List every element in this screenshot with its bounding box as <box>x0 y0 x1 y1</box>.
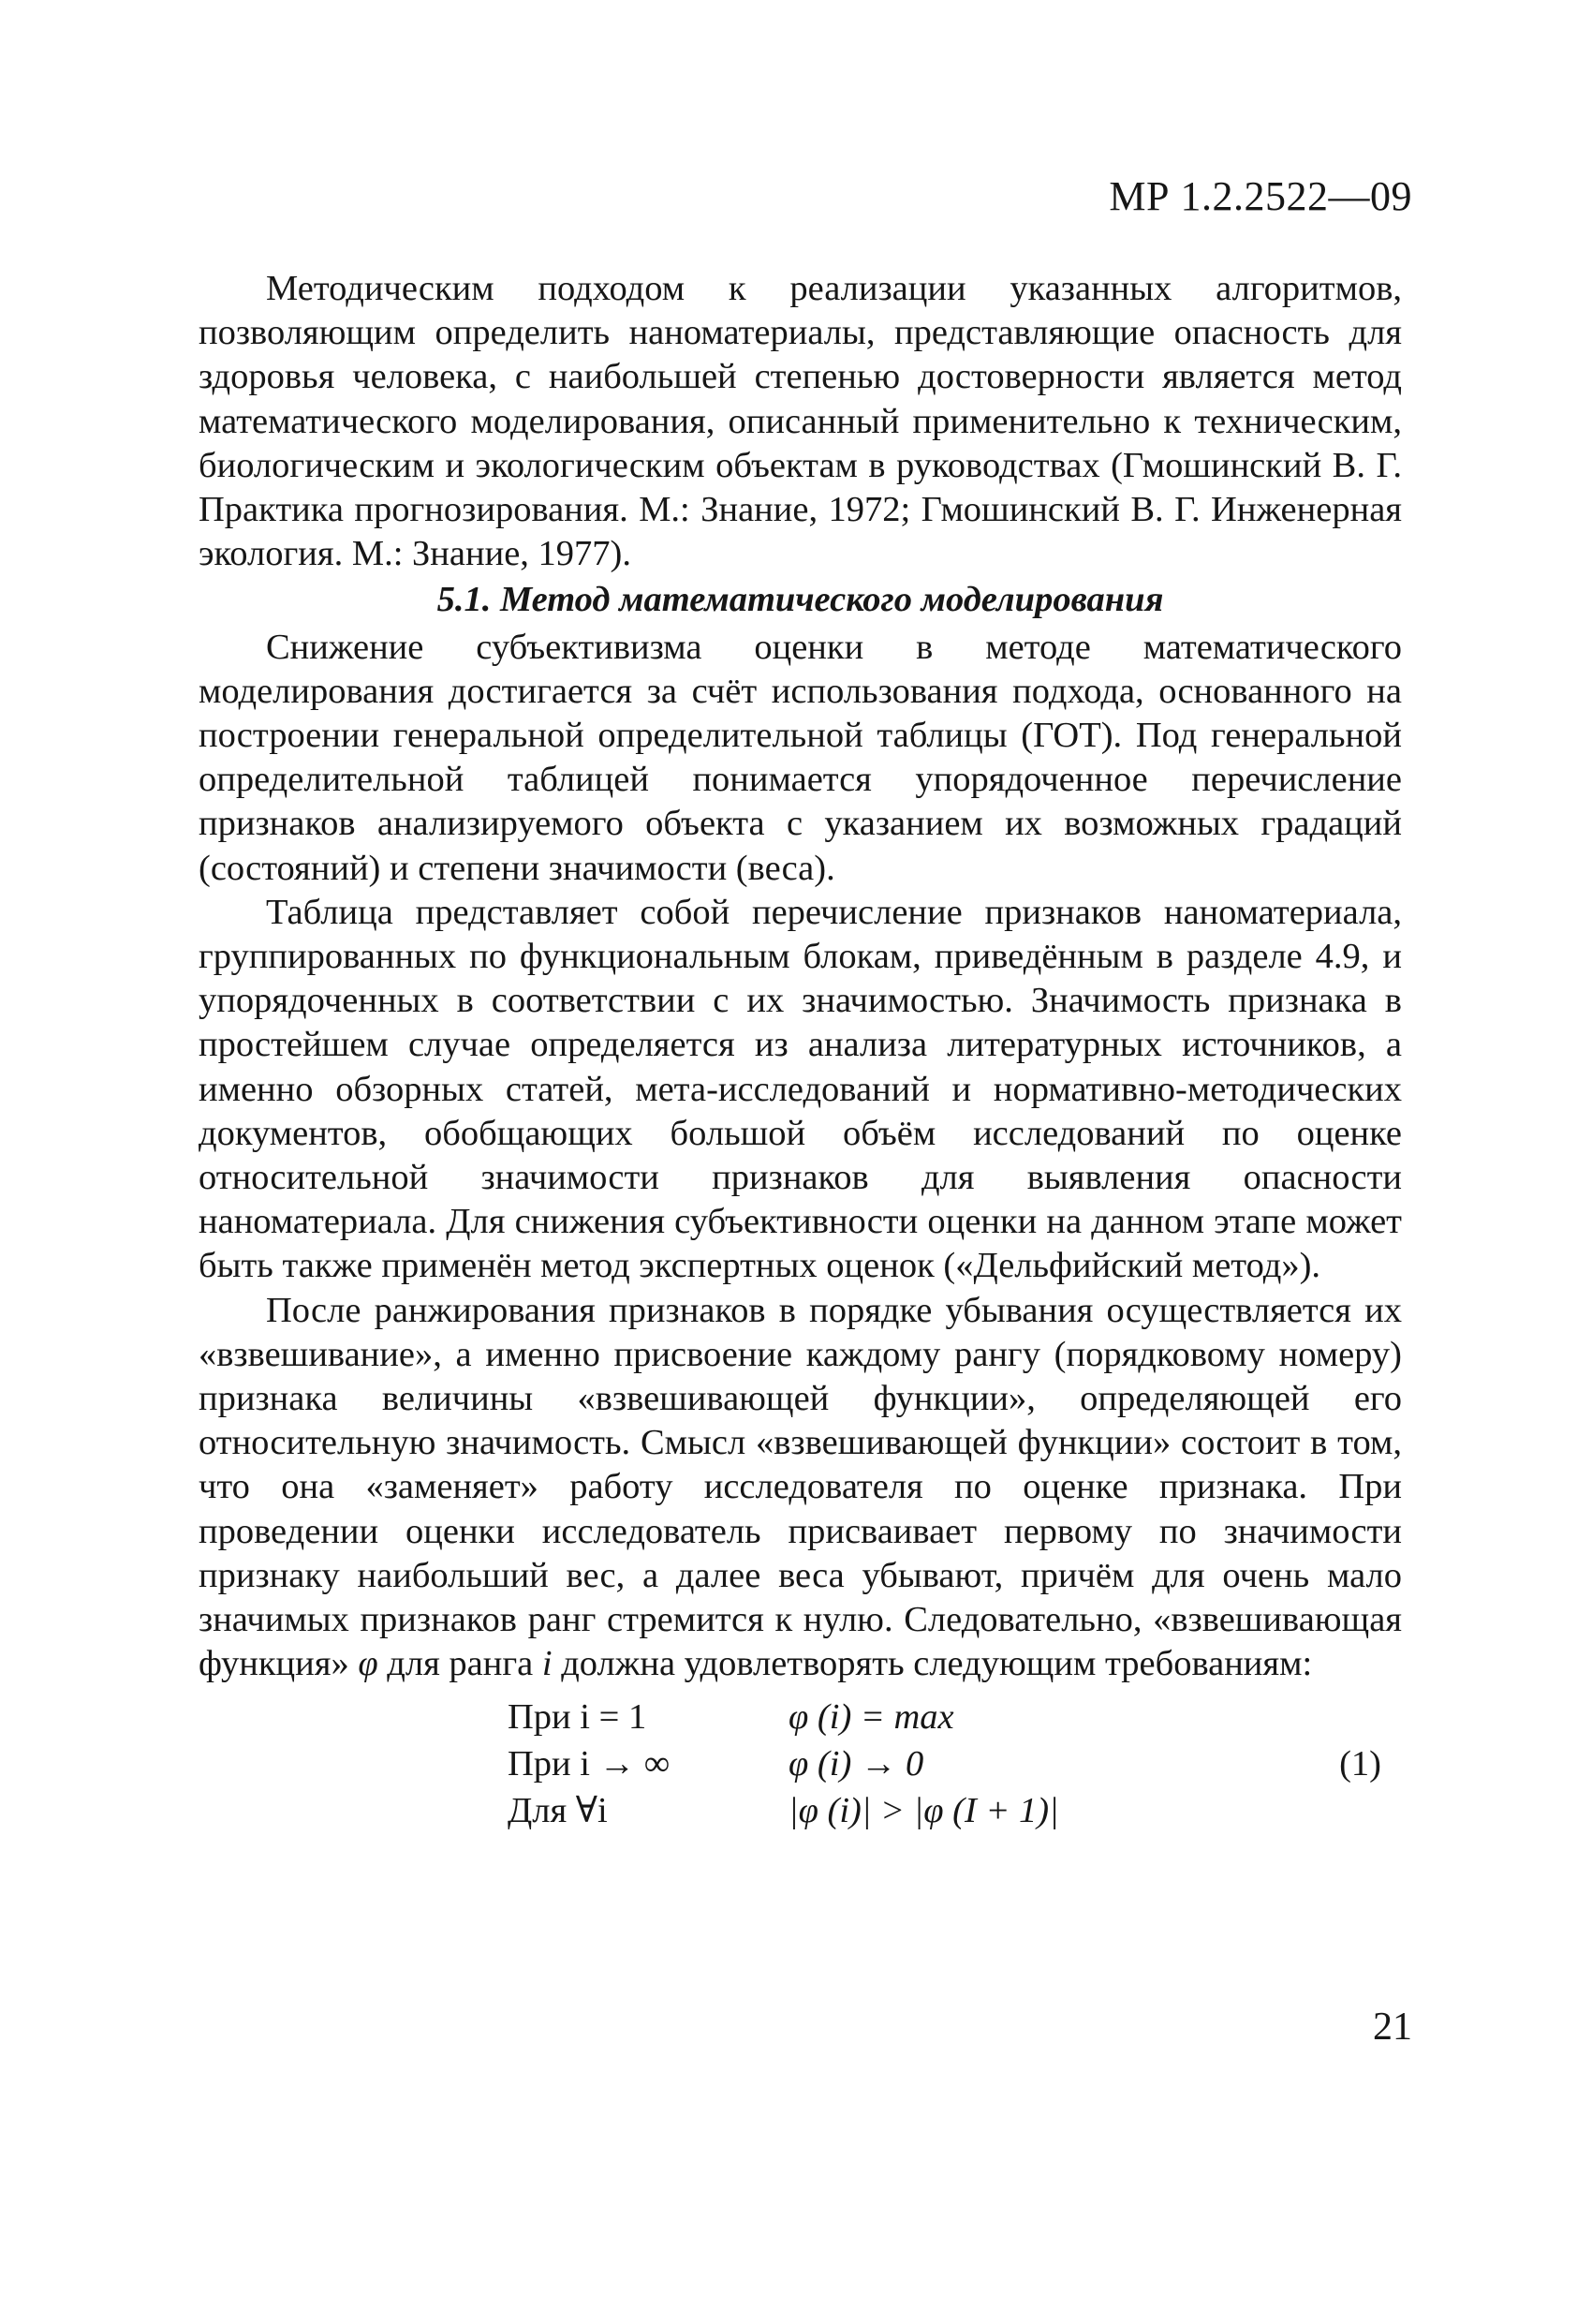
paragraph-table-description: Таблица представляет собой перечисление признаков наноматериала, группированных по функциональным блокам, приведённым в разделе 4.9, и упорядоченных в соответствии с их значимостью. Значимость признака в простейшем случае определяется из анализа литературных источников, а именно обзорных статей, мета-исследований и нормативно-методических документов, обобщающих большой объём исследований по оценке относительной значимости признаков для выявления опасности наноматериала. Для снижения субъективности оценки на данном этапе может быть также применён метод экспертных оценок («Дельфийский метод»). <box>199 892 1402 1286</box>
paragraph-weighting-function <box>199 1289 1402 1687</box>
formula-condition: Для ∀i <box>508 1790 608 1830</box>
formula-expression: φ (i) → 0 <box>789 1743 924 1784</box>
section-heading: 5.1. Метод математического моделирования <box>436 580 1164 620</box>
paragraph-weighting-text: После ранжирования признаков в порядке убывания осуществляется их «взвешивание», а именно присвоение каждому рангу (порядковому номеру) признака величины «взвешивающей функции», определяющей его относительную значимость. Смысл «взвешивающей функции» состоит в том, что она «заменяет» работу исследователя по оценке признака. При проведении оценки исследователь присваивает первому по значимости признаку наибольший вес, а далее веса убывают, причём для очень мало значимых признаков ранг стремится к нулю. Следовательно, «взвешивающая функция» <box>199 1290 1402 1684</box>
formula-condition: При i → ∞ <box>508 1743 671 1784</box>
paragraph-weighting-end: должна удовлетворять следующим требованиям: <box>552 1644 1313 1684</box>
formula-row <box>199 1695 1402 1739</box>
formula-expression: φ (i) = max <box>789 1696 954 1737</box>
page-number: 21 <box>1373 2006 1412 2049</box>
equation-number: (1) <box>1339 1743 1381 1784</box>
formula-block <box>199 1695 1402 1835</box>
formula-row <box>199 1741 1402 1786</box>
i-symbol: i <box>541 1644 553 1684</box>
paragraph-weighting-mid: для ранга <box>377 1644 542 1684</box>
document-body <box>199 267 1402 1835</box>
document-code: МР 1.2.2522—09 <box>1109 173 1412 219</box>
formula-expression: |φ (i)| > |φ (I + 1)| <box>789 1790 1059 1830</box>
formula-condition: При i = 1 <box>508 1696 647 1737</box>
paragraph-got-definition: Снижение субъективизма оценки в методе математического моделирования достигается за счёт использования подхода, основанного на построении генеральной определительной таблицы (ГОТ). Под генеральной определительной таблицей понимается упорядоченное перечисление признаков анализируемого объекта с указанием их возможных градаций (состояний) и степени значимости (веса). <box>199 627 1402 888</box>
paragraph-intro: Методическим подходом к реализации указанных алгоритмов, позволяющим определить наноматериалы, представляющие опасность для здоровья человека, с наибольшей степенью достоверности является метод математического моделирования, описанный применительно к техническим, биологическим и экологическим объектам в руководствах (Гмошинский В. Г. Практика прогнозирования. М.: Знание, 1972; Гмошинский В. Г. Инженерная экология. М.: Знание, 1977). <box>199 269 1402 574</box>
formula-row <box>199 1788 1402 1833</box>
phi-symbol: φ <box>358 1644 378 1684</box>
